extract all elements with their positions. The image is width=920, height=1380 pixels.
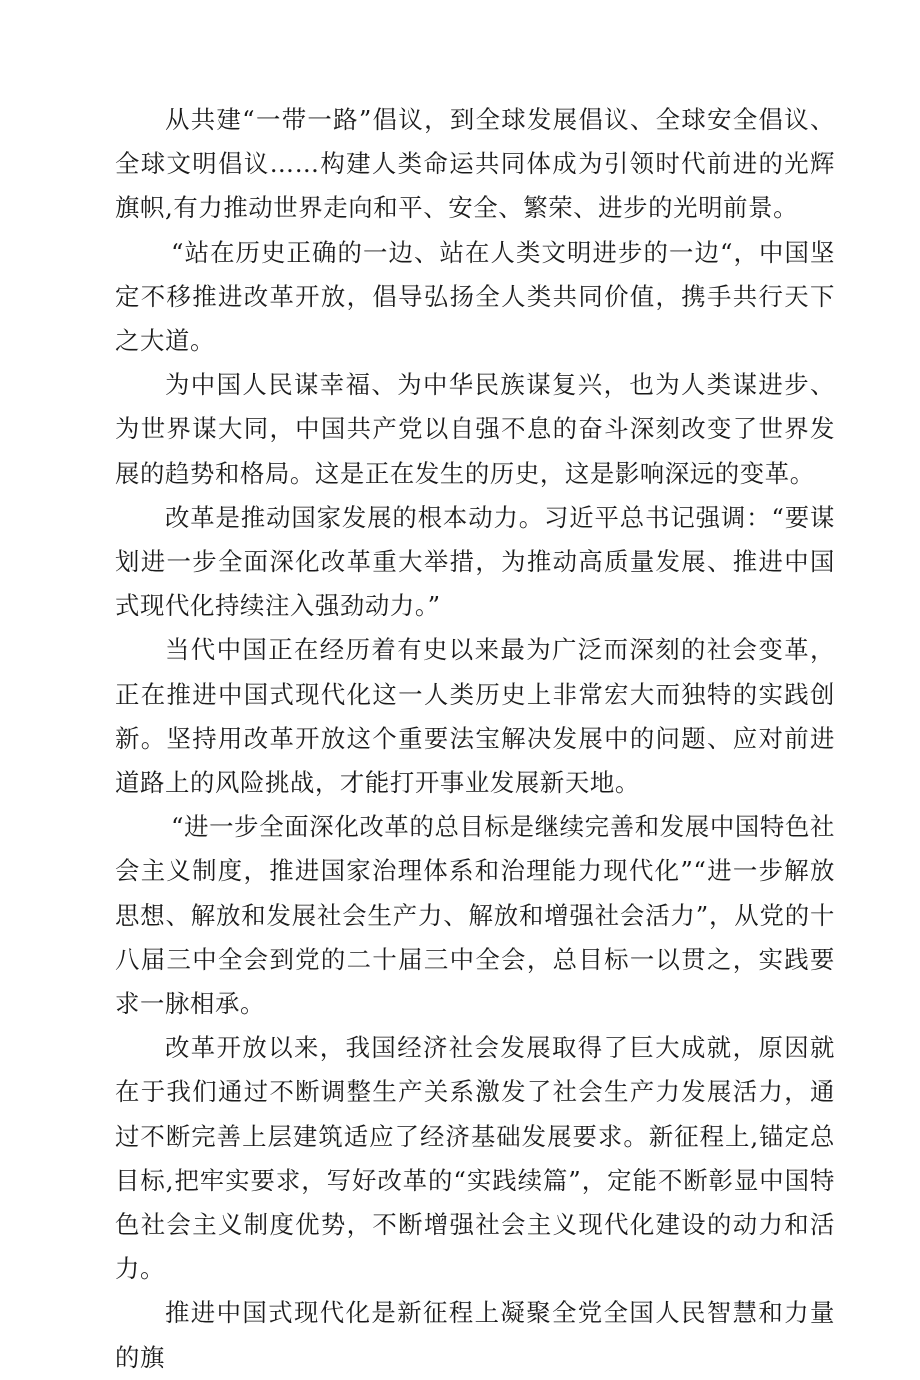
paragraph: “站在历史正确的一边、站在人类文明进步的一边“，中国坚定不移推进改革开放，倡导弘扬全人类共同价值，携手共行天下之大道。 <box>115 237 835 356</box>
document-body <box>115 98 835 1372</box>
paragraph: 推进中国式现代化是新征程上凝聚全党全国人民智慧和力量的旗 <box>115 1298 835 1372</box>
paragraph: 改革是推动国家发展的根本动力。习近平总书记强调：“要谋划进一步全面深化改革重大举措，为推动高质量发展、推进中国式现代化持续注入强劲动力。” <box>115 502 835 621</box>
paragraph: “进一步全面深化改革的总目标是继续完善和发展中国特色社会主义制度，推进国家治理体系和治理能力现代化”“进一步解放思想、解放和发展社会生产力、解放和增强社会活力”，从党的十八届三中全会到党的二十届三中全会，总目标一以贯之，实践要求一脉相承。 <box>115 812 835 1019</box>
paragraph: 当代中国正在经历着有史以来最为广泛而深刻的社会变革，正在推进中国式现代化这一人类历史上非常宏大而独特的实践创新。坚持用改革开放这个重要法宝解决发展中的问题、应对前进道路上的风险挑战，才能打开事业发展新天地。 <box>115 635 835 798</box>
paragraph: 为中国人民谋幸福、为中华民族谋复兴，也为人类谋进步、为世界谋大同，中国共产党以自强不息的奋斗深刻改变了世界发展的趋势和格局。这是正在发生的历史，这是影响深远的变革。 <box>115 370 835 488</box>
paragraph: 从共建“一带一路”倡议，到全球发展倡议、全球安全倡议、全球文明倡议……构建人类命运共同体成为引领时代前进的光辉旗帜,有力推动世界走向和平、安全、繁荣、进步的光明前景。 <box>115 105 835 223</box>
paragraph: 改革开放以来，我国经济社会发展取得了巨大成就，原因就在于我们通过不断调整生产关系激发了社会生产力发展活力，通过不断完善上层建筑适应了经济基础发展要求。新征程上,锚定总目标,把牢实要求，写好改革的“实践续篇”，定能不断彰显中国特色社会主义制度优势，不断增强社会主义现代化建设的动力和活力。 <box>115 1033 835 1284</box>
